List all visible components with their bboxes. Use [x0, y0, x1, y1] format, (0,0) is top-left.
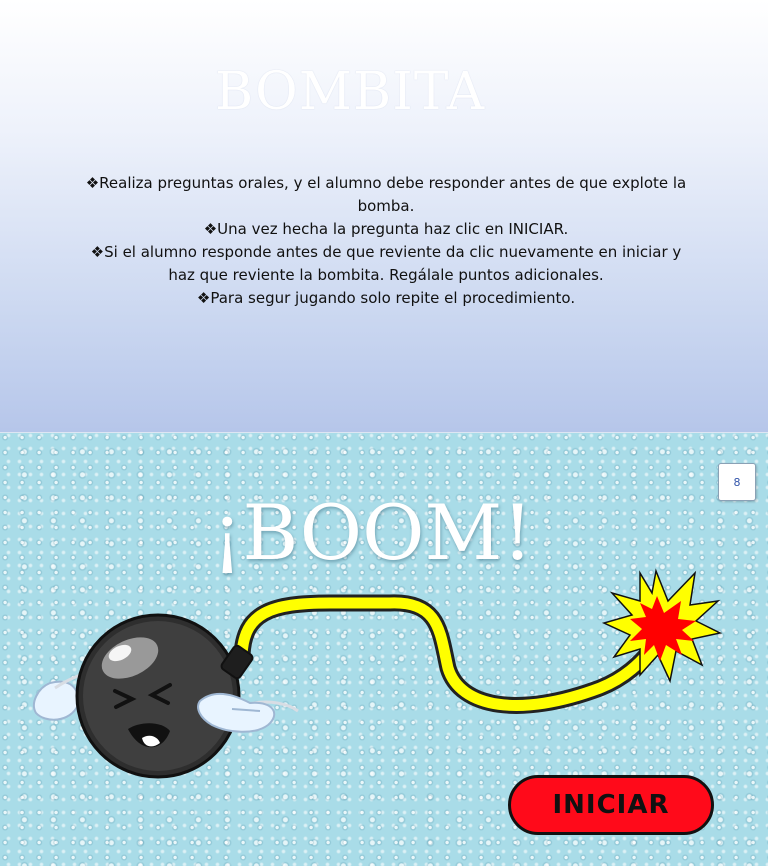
page-title: BOMBITA	[215, 62, 486, 122]
instruction-item: ❖Si el alumno responde antes de que reviente da clic nuevamente en iniciar y haz que reviente la bombita. Regálale puntos adicionales.	[90, 243, 682, 284]
small-counter-button[interactable]: 8	[718, 463, 756, 501]
instructions-slide	[0, 0, 768, 432]
explosion-spark-icon	[604, 571, 720, 681]
instruction-item: ❖Realiza preguntas orales, y el alumno debe responder antes de que explote la bomba.	[85, 174, 687, 215]
instruction-item: ❖Para segur jugando solo repite el procedimiento.	[196, 289, 576, 307]
instruction-item: ❖Una vez hecha la pregunta haz clic en INICIAR.	[203, 220, 569, 238]
fuse-inner	[242, 603, 650, 706]
instructions-text	[78, 172, 694, 310]
start-button[interactable]: INICIAR	[508, 775, 714, 835]
boom-text: ¡BOOM!	[212, 488, 533, 577]
cartoon-bomb-icon	[34, 615, 298, 777]
